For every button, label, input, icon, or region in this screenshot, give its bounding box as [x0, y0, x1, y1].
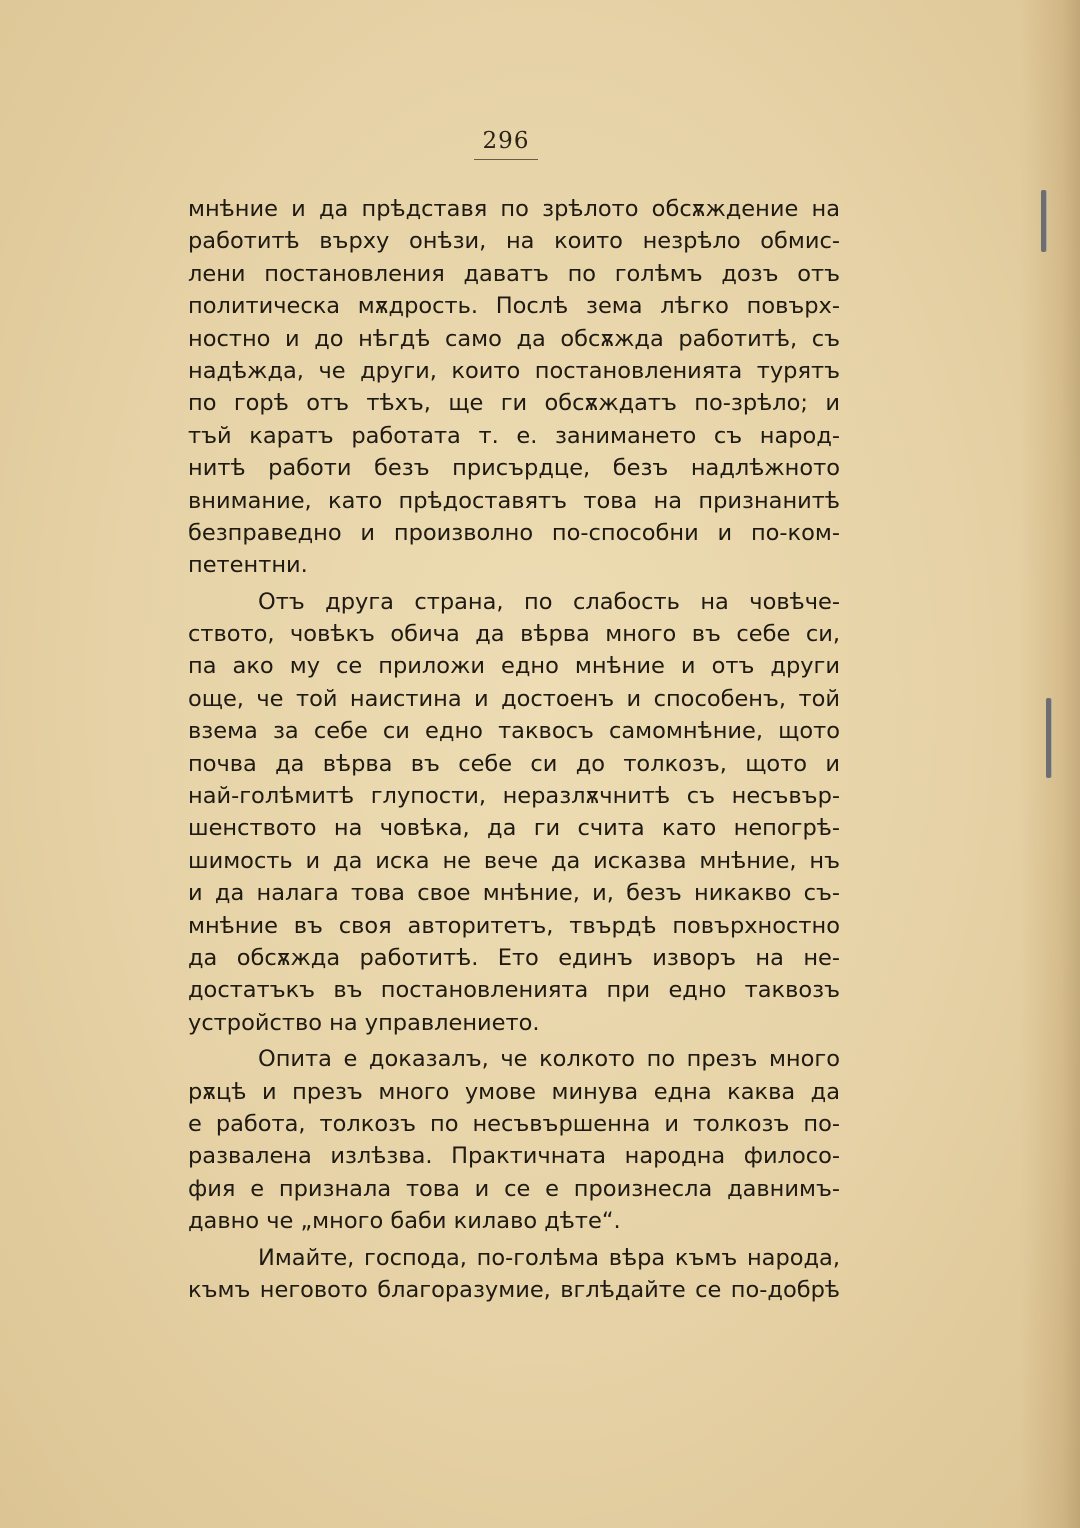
text-line: шенството на човѣка, да ги счита като непогрѣ- [188, 815, 840, 842]
text-line: внимание, като прѣдоставятъ това на признанитѣ [188, 487, 840, 514]
paragraph [188, 1043, 840, 1237]
text-line: устройство на управлението. [188, 1009, 540, 1036]
text-line: надѣжда, че други, които постановленията турятъ [188, 357, 840, 384]
text-line: па ако му се приложи едно мнѣние и отъ други [188, 653, 840, 680]
text-line: почва да вѣрва въ себе си до толкозъ, щото и [188, 750, 840, 777]
text-line: петентни. [188, 552, 308, 579]
text-line: Имайте, господа, по-голѣма вѣра къмъ народа, [258, 1244, 840, 1271]
paragraph [188, 586, 840, 1039]
text-line: безправедно и произволно по-способни и по-ком- [188, 519, 840, 546]
text-line: най-голѣмитѣ глупости, неразлѫчнитѣ съ несъвър- [188, 783, 840, 810]
page-number-rule [474, 159, 538, 160]
text-line: работитѣ върху онѣзи, на които незрѣло обмис- [188, 228, 840, 255]
text-line: къмъ неговото благоразумие, вглѣдайте се по-добрѣ [188, 1276, 840, 1303]
text-line: фия е признала това и се е произнесла давнимъ- [188, 1175, 840, 1202]
text-line: още, че той наистина и достоенъ и способенъ, той [188, 685, 840, 712]
text-line: давно че „много баби килаво дѣте“. [188, 1208, 621, 1235]
text-line: мнѣние въ своя авторитетъ, твърдѣ повърхностно [188, 912, 840, 939]
text-line: тъй каратъ работата т. е. занимането съ народ- [188, 422, 840, 449]
page-number: 296 [482, 128, 530, 154]
text-line: ството, човѣкъ обича да вѣрва много въ себе си, [188, 621, 840, 648]
staple-top [1041, 190, 1046, 252]
text-line: и да налага това свое мнѣние, и, безъ никакво съ- [188, 880, 840, 907]
text-line: взема за себе си едно таквосъ самомнѣние, щото [188, 718, 840, 745]
text-line: шимость и да иска не вече да исказва мнѣние, нъ [188, 847, 840, 874]
text-line: ностно и до нѣгдѣ само да обсѫжда работитѣ, съ [188, 325, 840, 352]
text-line: да обсѫжда работитѣ. Ето единъ изворъ на не- [188, 944, 840, 971]
staple-bottom [1046, 698, 1051, 778]
text-line: нитѣ работи безъ присърдце, безъ надлѣжното [188, 455, 840, 482]
text-line: достатъкъ въ постановленията при едно таквозъ [188, 977, 840, 1004]
text-line: политическа мѫдрость. Послѣ зема лѣгко повърх- [188, 293, 840, 320]
text-line: развалена излѣзва. Практичната народна филосо- [188, 1143, 840, 1170]
text-line: по горѣ отъ тѣхъ, ще ги обсѫждатъ по-зрѣло; и [188, 390, 840, 417]
text-line: Отъ друга страна, по слабость на човѣче- [258, 588, 840, 615]
text-line: рѫцѣ и презъ много умове минува една каква да [188, 1078, 840, 1105]
text-line: е работа, толкозъ по несъвършенна и толкозъ по- [188, 1110, 840, 1137]
text-line: мнѣние и да прѣдставя по зрѣлото обсѫждение на [188, 196, 840, 222]
text-column [188, 193, 840, 1306]
text-line: Опита е доказалъ, че колкото по презъ много [258, 1046, 840, 1073]
paragraph [188, 1242, 840, 1307]
paragraph [188, 193, 840, 582]
text-line: лени постановления даватъ по голѣмъ дозъ отъ [188, 260, 840, 287]
